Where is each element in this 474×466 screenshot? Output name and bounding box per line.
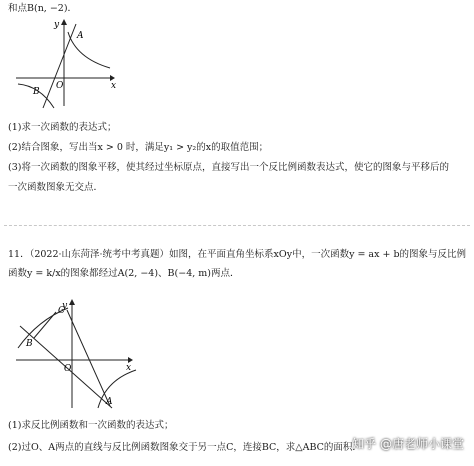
problem-intro-text: 和点B(n, −2)． — [8, 3, 78, 14]
figure-2-label-y: y — [62, 301, 68, 311]
figure-2-label-a: A — [106, 397, 113, 407]
figure-1-label-a: A — [77, 31, 84, 41]
figure-2-label-origin: O — [64, 364, 72, 374]
linear-function-line — [43, 24, 76, 108]
figure-2-graph — [12, 296, 137, 412]
figure-1-label-b: B — [33, 87, 40, 97]
problem-question-1: (1)求一次函数的表达式； — [8, 122, 117, 133]
line-oc — [67, 310, 110, 406]
problem-question-3-line-2: 一次函数图象无交点． — [8, 182, 104, 193]
figure-1-label-x: x — [111, 81, 117, 91]
problem-question-2: (2)结合图象，写出当x > 0 时，满足y₁ > y₂的x的取值范围； — [8, 142, 269, 153]
problem-11-statement-line-2: 函数y = k/x的图象都经过A(2, −4)、B(−4, m)两点． — [8, 268, 240, 279]
hyperbola-branch-q1 — [68, 32, 110, 68]
y-axis-arrow — [61, 19, 67, 25]
figure-2-label-b: B — [26, 339, 33, 349]
figure-1-label-y: y — [54, 20, 60, 30]
figure-2-label-x: x — [126, 363, 132, 373]
section-divider — [4, 225, 470, 226]
hyperbola-branch-q4 — [98, 370, 136, 408]
problem-question-3-line-1: (3)将一次函数的图象平移，使其经过坐标原点，直接写出一个反比例函数表达式，使它的图象与平移后的 — [8, 162, 449, 173]
problem-11-question-2: (2)过O、A两点的直线与反比例函数图象交于另一点C，连接BC，求△ABC的面积． — [8, 442, 362, 453]
zhihu-watermark: 知乎 @唐老师小课堂 — [352, 437, 464, 451]
problem-11-statement-line-1: 11．（2022·山东菏泽·统考中考真题）如图，在平面直角坐标系xOy中，一次函数y = ax + b的图象与反比例 — [8, 249, 467, 260]
figure-2-label-c: C — [58, 306, 65, 316]
problem-11-question-1: (1)求反比例函数和一次函数的表达式； — [8, 420, 174, 431]
figure-1-graph — [10, 18, 120, 110]
figure-1-label-origin: O — [56, 81, 64, 91]
y-axis-arrow — [69, 299, 75, 305]
